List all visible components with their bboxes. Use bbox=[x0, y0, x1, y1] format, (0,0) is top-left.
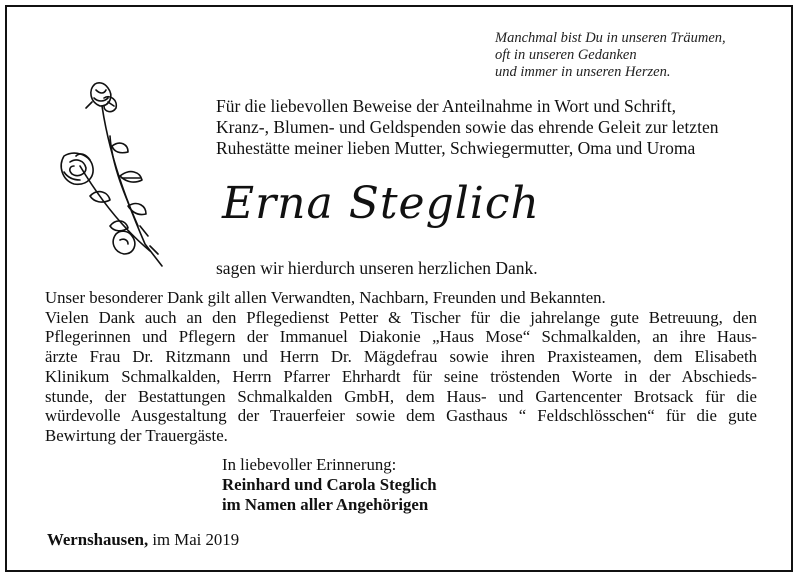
rose-illustration-icon bbox=[50, 76, 175, 276]
intro-line: Für die liebevollen Beweise der Anteilnahme in Wort und Schrift, bbox=[216, 96, 676, 116]
place-name: Wernshausen, bbox=[47, 530, 149, 549]
deceased-name: Erna Steglich bbox=[222, 178, 540, 229]
closing-signature bbox=[222, 455, 437, 515]
place-date bbox=[47, 530, 239, 550]
body-line: Vielen Dank auch an den Pflegedienst Petter & Tischer für die jahrelange gute Betreuung, den bbox=[45, 307, 757, 327]
body-line: würdevolle Ausgestaltung der Trauerfeier sowie dem Gasthaus “ Feldschlösschen“ für die gute bbox=[45, 406, 757, 426]
body-line: Klinikum Schmalkalden, Herrn Pfarrer Ehrhardt für seine tröstenden Worte in der Abschieds- bbox=[45, 366, 757, 386]
intro-paragraph bbox=[216, 96, 786, 159]
body-line: Pflegerinnen und Pflegern der Immanuel Diakonie „Haus Mose“ Schmalkalden, an ihre Haus- bbox=[45, 327, 757, 347]
body-line: stunde, der Bestattungen Schmalkalden GmbH, dem Haus- und Gartencenter Brotsack für die bbox=[45, 386, 757, 406]
body-line: Bewirtung der Trauergäste. bbox=[45, 425, 228, 445]
closing-names: Reinhard und Carola Steglich bbox=[222, 475, 437, 494]
thanks-line: sagen wir hierdurch unseren herzlichen Dank. bbox=[216, 258, 538, 278]
body-line: ärzte Frau Dr. Ritzmann und Herrn Dr. Mägdefrau sowie ihren Praxisteamen, dem Elisabeth bbox=[45, 347, 757, 367]
intro-line: Ruhestätte meiner lieben Mutter, Schwiegermutter, Oma und Uroma bbox=[216, 138, 696, 158]
closing-family: im Namen aller Angehörigen bbox=[222, 495, 429, 514]
date-text: im Mai 2019 bbox=[152, 530, 240, 549]
body-paragraph bbox=[45, 288, 757, 446]
motto-line: Manchmal bist Du in unseren Träumen, bbox=[495, 30, 726, 46]
body-line: Unser besonderer Dank gilt allen Verwandten, Nachbarn, Freunden und Bekannten. bbox=[45, 288, 606, 307]
motto-quote bbox=[495, 30, 785, 81]
motto-line: und immer in unseren Herzen. bbox=[495, 64, 671, 80]
intro-line: Kranz-, Blumen- und Geldspenden sowie das ehrende Geleit zur letzten bbox=[216, 117, 719, 137]
motto-line: oft in unseren Gedanken bbox=[495, 47, 637, 63]
closing-intro: In liebevoller Erinnerung: bbox=[222, 455, 397, 474]
